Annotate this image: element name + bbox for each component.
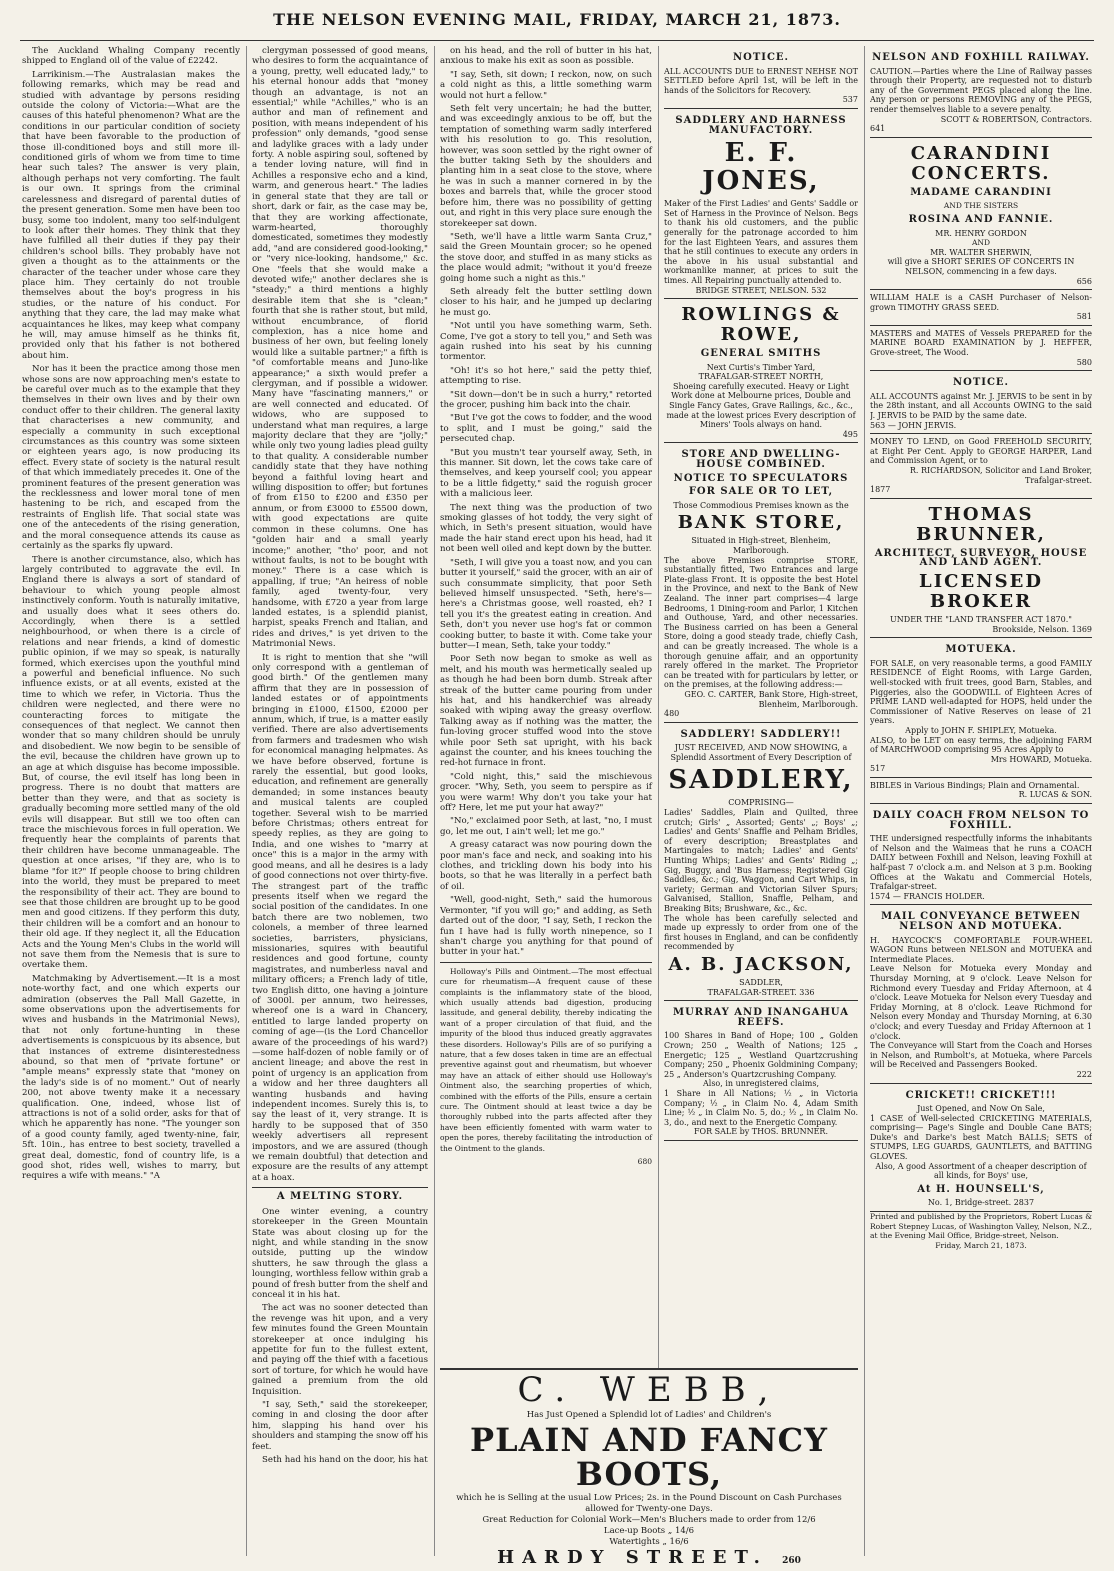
- ad-masters: [870, 326, 1092, 371]
- ad-signature: 1574 — FRANCIS HOLDER.: [870, 891, 985, 901]
- ad-jones: [664, 109, 858, 299]
- story-paragraph: A greasy cataract was now pouring down the poor man's face and neck, and soaking into his clothes, and trickling down his body into his boots, so that he was literally in a perfect bath of oil.: [440, 840, 652, 892]
- ad-title: PLAIN AND FANCY BOOTS,: [470, 1421, 828, 1493]
- story-paragraph: Poor Seth now began to smoke as well as melt, and his mouth was hermetically sealed up as though he had been born dumb. Streak after streak of the butter came pouring from under his hat, and his handkerchief was already soaked with wiping away the greasy overflow. Talking away as if nothing was the matter, the fun-loving grocer stuffed wood into the stove while poor Seth sat upright, with his back against the counter, and his knees touching the red-hot furnace in front.: [440, 654, 652, 769]
- ad-signature: GEO. C. CARTER, Bank Store, High-street, Blenheim, Marlborough.: [684, 689, 858, 709]
- ad-heading: CRICKET!! CRICKET!!!: [905, 1089, 1057, 1101]
- article-matchmaking-cont: clergyman possessed of good means, who desires to form the acquaintance of a young, pretty, well educated lady," to his eternal honour adds that "money though an advantage, is not an essential;" while "Achilles," who is an author and man of refinement and position, with means independent of his profession" only demands, "good sense and ladylike graces with a lady under forty. A noble aspiring soul, softened by a tender loving nature, will find in Achilles a responsive echo and a kind, warm, and generous heart." The ladies in general state that they are tall or short, dark or fair, as the case may be, that they are working affectionate, warm-hearted, thoroughly domesticated, sometimes they modestly add, "and are considered good-looking," or "very nice-looking, handsome," &c. One "feels that she would make a devoted wife;" another declares she is "steady;" a third mentions a highly desirable item that she is "clean;" fourth that she is rather stout, but mild, without encumbrance, of florid complexion, has a nice home and business of her own, but feeling lonely would like a suitable partner;" a fifth is "of comfortable means and Juno-like appearance;" a sixth would prefer a clergyman, and if possible a widower. Many have "fascinating manners," or are well connected and educated. Of widows, who are supposed to understand what man requires, a large majority declare that they are "jolly;" while only two young ladies plead guilty to that quality. A considerable number candidly state that they have nothing beyond a faithful loving heart and willing disposition to offer; but fortunes of from £150 to £200 and £350 per annum, or from £3000 to £5500 down, with good expectations are quite common in these columns. One has "golden hair and a small yearly income;" another, "tho' poor, and not without faults, is not to be bought with money." There is a case which is appalling, if true; "An heiress of noble family, aged twenty-four, very handsome, with £720 a year from large landed estates, is a splendid pianist, harpist, speaks French and Italian, and rides and drives," is yet driven to the Matrimonial News.: [252, 46, 428, 650]
- ad-number: 1877: [870, 485, 891, 495]
- ad-body: MASTERS and MATES of Vessels PREPARED for the MARINE BOARD EXAMINATION by J. HEFFER, Grove-street, The Wood.: [870, 328, 1092, 358]
- story-paragraph: Seth had his hand on the door, his hat: [262, 1455, 428, 1466]
- ad-heading: NELSON AND FOXHILL RAILWAY.: [872, 52, 1090, 63]
- ad-subtitle: FOR SALE OR TO LET,: [688, 486, 834, 498]
- ad-body: AND: [972, 238, 990, 248]
- ad-title: C. WEBB,: [517, 1370, 781, 1410]
- story-paragraph: One winter evening, a country storekeeper in the Green Mountain State was about closing up for the night, and while standing in the snow outside, putting up the window shutters, he saw through the glass a lounging, worthless fellow within grab a pound of fresh butter from the shelf and conceal it in his hat.: [252, 1206, 428, 1300]
- ad-number: 680: [637, 1157, 652, 1167]
- ad-list: 100 Shares in Band of Hope; 100 „ Golden Crown; 250 „ Wealth of Nations; 125 „ Energetic; 125 „ Westland Quartzcrushing Company; 250 „ Phoenix Goldmining Company; 25 „ Anderson's Quartzcrushing Company.: [664, 1031, 858, 1079]
- article-matchmaking-cont-2: It is right to mention that she "will only correspond with a gentleman of good birth." Of the gentlemen many affirm that they are in possession of landed estates or of appointments bringing in £1000, £1500, £2000 per annum, which, if true, is a matter easily verified. There are also advertisements from farmers and tradesmen who wish for economical managing helpmates. As we have before observed, fortune is rarely the essential, but good looks, education, and refinement are generally demanded; in some instances beauty and musical talents are coupled together. Several wish to be married before Christmas; others entreat for speedy replies, as they are going to India, and one wishes to "marry at once" this is a major in the army with good means, and all he desires is a lady of good connections not over thirty-five. The strangest part of the traffic presents itself when we regard the social position of the candidates. In one batch there are two noblemen, two colonels, a member of three learned societies, barristers, physicians, missionaries, squires with beautiful residences and good fortune, county magistrates, and numberless naval and military officers; a French lady of title, two English ditto, one having a jointure of 3000l. per annum, two heiresses, whereof one is a ward in Chancery, entitled to large landed property on coming of age—(is the Lord Chancellor aware of the proceedings of his ward?)—some half-dozen of noble family or of ancient lineage; and above the rest in point of urgency is an application from a widow and her three daughters all wanting husbands and having independent incomes. Surely this is, to say the least of it, very strange. It is hardly to be supposed that of 350 weekly advertisers all represent impostors, and we are assured (though we remain doubtful) that detection and exposure are the results of any attempt at a hoax.: [252, 652, 428, 1183]
- ad-body: MR. WALTER SHERWIN,: [930, 247, 1032, 257]
- ad-murray-reefs: [664, 1001, 858, 1141]
- ad-body: Maker of the First Ladies' and Gents' Saddle or Set of Harness in the Province of Nelson. Begs to thank his old customers, and the public generally for the patronage accorded to him for the last Eighteen Years, and assures them that he still continues to execute any orders in the above in his usual substantial and workmanlike manner, at prices to suit the times. All Repairing punctually attended to.: [664, 199, 858, 285]
- ad-body: 1 CASE of Well-selected CRICKETING MATERIALS, comprising— Page's Single and Double Cane BATS; Duke's and Darke's best Match BALLS; SETS of STUMPS, LEG GUARDS, GAUNTLETS, and BATTING GLOVES.: [870, 1113, 1092, 1162]
- ad-concerts: [870, 138, 1092, 290]
- ad-body: Also, in unregistered claims,: [702, 1079, 820, 1089]
- column-4: [664, 46, 865, 1556]
- ad-body: Has Just Opened a Splendid lot of Ladies' and Children's: [526, 1410, 772, 1420]
- story-paragraph: "Oh! it's so hot here," said the petty thief, attempting to rise.: [440, 365, 652, 387]
- ad-body: The Conveyance will Start from the Coach and Horses in Nelson, and Rumbolt's, at Motueka, where Parcels will be Received and Passengers Booked.: [870, 1041, 1092, 1070]
- ad-heading: MAIL CONVEYANCE BETWEEN NELSON AND MOTUEKA.: [881, 911, 1081, 932]
- ad-number: 537: [842, 95, 858, 105]
- ad-signature: R. RICHARDSON, Solicitor and Land Broker, Trafalgar-street.: [909, 466, 1092, 485]
- story-title: A MELTING STORY.: [276, 1191, 404, 1203]
- divider: [252, 1187, 428, 1188]
- ad-body: WILLIAM HALE is a CASH Purchaser of Nelson-grown TIMOTHY GRASS SEED.: [870, 293, 1092, 312]
- notice-jervis: [870, 371, 1092, 434]
- ad-mail: [870, 905, 1092, 1083]
- ad-heading: STORE AND DWELLING-HOUSE COMBINED.: [681, 449, 841, 471]
- ad-title: E. F. JONES,: [702, 138, 820, 197]
- story-paragraph: Seth already felt the butter settling down closer to his hair, and he jumped up declaring he must go.: [440, 286, 652, 318]
- holloway-ad: Holloway's Pills and Ointment.—The most effectual cure for rheumatism—A frequent cause of these complaints is the inflammatory state of the blood, which usually attends bad digestion, producing lassitude, and general debility, thereby indicating the want of a proper circulation of that fluid, and the impurity of the blood thus induced greatly aggravates these disorders. Holloway's Pills are of so purifying a nature, that a few doses taken in time are an effectual preventive against gout and rheumatism, but whoever may have an attack of either should use Holloway's Ointment also, the searching properties of which, combined with the efforts of the Pills, ensure a certain cure. The Ointment should at least twice a day be thoroughly rubbed into the parts affected after they have been efficiently fomented with warm water to open the pores, thereby facilitating the introduction of the Ointment to the glands.: [440, 966, 652, 1153]
- imprint: [870, 1212, 1092, 1250]
- imprint-date: Friday, March 21, 1873.: [935, 1240, 1027, 1250]
- article-larrikinism-cont: Nor has it been the practice among those men whose sons are now approaching men's estate to be careful over much as to the example that they themselves in their own lives and by their own conduct offer to their children. The general laxity that characterises a new community, and especially a community in such exceptional circumstances as this country was some sixteen or eighteen years ago, is now producing its effect. Every state of society is the natural result of that which immediately precedes it. One of the prominent features of the present generation was the recklessness and lower moral tone of men hastening to be rich, and escaped from the restraints of English life. That social state was one of the antecedents of the rising generation, and the moral consequence attends its cause as certainly as the sparks fly upward.: [22, 364, 240, 552]
- ad-number: 656: [1076, 276, 1092, 286]
- ad-body: Next Curtis's Timber Yard,: [706, 362, 816, 372]
- ad-number: 641: [870, 124, 886, 134]
- ad-body: TRAFALGAR-STREET NORTH,: [698, 372, 824, 382]
- ad-signature: 563 — JOHN JERVIS.: [870, 420, 957, 430]
- column-2: [252, 46, 435, 1556]
- ad-address: No. 1, Bridge-street. 2837: [927, 1198, 1035, 1208]
- ad-number: 580: [1076, 357, 1092, 367]
- ad-list: 1 Share in All Nations; ½ „ in Victoria Company; ½ „ in Claim No. 4, Adam Smith Line; ½ „ in Claim No. 5, do.; ½ „ in Claim No. 3, do., and next to the Energetic Company.: [664, 1088, 858, 1127]
- ad-body: H. HAYCOCK'S COMFORTABLE FOUR-WHEEL WAGON Runs between NELSON and MOTUEKA and Intermediate Places.: [870, 935, 1092, 964]
- masthead: THE NELSON EVENING MAIL, FRIDAY, MARCH 21, 1873.: [20, 10, 1094, 41]
- ad-subtitle: NOTICE TO SPECULATORS: [673, 472, 849, 484]
- ad-number: 517: [870, 764, 886, 774]
- ad-body: CAUTION.—Parties where the Line of Railway passes through their Property, are requested not to disturb any of the Government PEGS placed along the line. Any person or persons REMOVING any of the PEGS, render themselves liable to a severe penalty.: [870, 66, 1092, 114]
- ad-address: HARDY STREET. 260: [497, 1547, 801, 1568]
- column-5: [870, 46, 1092, 1556]
- ad-subtitle: ARCHITECT, SURVEYOR, HOUSE AND LAND AGENT.: [874, 547, 1088, 569]
- ad-subtitle: GENERAL SMITHS: [700, 348, 822, 360]
- ad-brunner: [870, 499, 1092, 638]
- ad-title: ROWLINGS & ROWE,: [681, 304, 841, 346]
- ad-body: Also, A good Assortment of a cheaper description of all kinds, for Boys' use,: [875, 1161, 1087, 1181]
- ad-number: 581: [1076, 312, 1092, 322]
- ad-body: AND THE SISTERS: [943, 201, 1019, 211]
- column-3: [440, 46, 659, 1556]
- ad-hale: [870, 290, 1092, 326]
- ad-body: Shoeing carefully executed. Heavy or Light Work done at Melbourne prices, Double and Single Fancy Gates, Grave Railings, &c., &c., made at the lowest prices Every description of Miners' Tools always on hand.: [666, 381, 856, 430]
- story-paragraph: "I say, Seth, sit down; I reckon, now, on such a cold night as this, a little something warm would not hurt a fellow.": [440, 69, 652, 101]
- ad-coach: [870, 804, 1092, 905]
- ad-body: which he is Selling at the usual Low Prices; 2s. in the Pound Discount on Cash Purchases allowed for Twenty-one Days.: [456, 1493, 842, 1514]
- ad-signature: SCOTT & ROBERTSON, Contractors.: [940, 114, 1092, 124]
- ad-title: SADDLERY,: [668, 765, 854, 796]
- ad-number: 480: [664, 709, 680, 719]
- ad-signature: Mrs HOWARD, Motueka.: [990, 754, 1092, 764]
- ad-body: will give a SHORT SERIES OF CONCERTS IN NELSON, commencing in a few days.: [887, 257, 1075, 276]
- story-paragraph: "Cold night, this," said the mischievous grocer. "Why, Seth, you seem to perspire as if you were warm! Why don't you take your hat off? Here, let me put your hat away?": [440, 771, 652, 814]
- ad-body: Watertights „ 16/6: [609, 1537, 689, 1547]
- ad-body: Those Commodious Premises known as the: [673, 500, 849, 510]
- story-paragraph: The act was no sooner detected than the revenge was hit upon, and a very few minutes found the Green Mountain storekeeper at once indulging his appetite for fun to the fullest extent, and paying off the thief with a facetious sort of torture, for which he would have gained a premium from the old Inquisition.: [252, 1303, 428, 1397]
- ad-saddlery: [664, 723, 858, 1001]
- ad-cricket: [870, 1084, 1092, 1213]
- story-paragraph: "No," exclaimed poor Seth, at last, "no, I must go, let me out, I ain't well; let me go.": [440, 816, 652, 837]
- ad-heading: DAILY COACH FROM NELSON TO FOXHILL.: [872, 810, 1090, 831]
- ad-address: TRAFALGAR-STREET. 336: [707, 987, 815, 997]
- ad-webb-boots: [440, 1368, 858, 1568]
- ad-body: ALSO, to be LET on easy terms, the adjoining FARM of MARCHWOOD comprising 95 Acres Apply to: [870, 735, 1092, 755]
- ad-body: The above Premises comprise STORE, substantially fitted, Two Entrances and large Plate-glass Front. It is opposite the best Hotel in the Province, and next to the Bank of New Zealand. The inner part comprises—4 large Bedrooms, 1 Dining-room and Parlor, 1 Kitchen and Outhouse, Yard, and other necessaries. The Business carried on has been a General Store, doing a good steady trade, chiefly Cash, and can be greatly increased. The whole is a thorough genuine affair, and an opportunity rarely offered in the market. The Proprietor can be treated with for particulars by letter, or on the premises, at the following address:—: [664, 555, 858, 690]
- ad-bibles: [870, 778, 1092, 804]
- notice-nehse: [664, 46, 858, 109]
- ad-body: ALL ACCOUNTS DUE to ERNEST NEHSE NOT SETTLED before April 1st, will be left in the hands of the Solicitors for Recovery.: [664, 66, 858, 95]
- ad-list: Leave Nelson for Motueka every Monday and Thursday Morning, at 9 o'clock. Leave Nelson for Richmond every Tuesday and Friday Afternoon, at 4 o'clock. Leave Motueka for Nelson every Tuesday and Friday Morning, at 8 o'clock. Leave Richmond for Nelson every Monday and Thursday Morning, at 6.30 o'clock; and every Tuesday and Friday Afternoon at 1 o'clock.: [870, 964, 1092, 1041]
- ad-body: Great Reduction for Colonial Work—Men's Bluchers made to order from 12/6: [482, 1515, 816, 1525]
- column-1: [22, 46, 247, 1556]
- story-paragraph: "Well, good-night, Seth," said the humorous Vermonter, "if you will go;" and adding, as Seth darted out of the door, "I say, Seth, I reckon the fun I have had is fully worth ninepence, so I shan't charge you anything for that pound of butter in your hat.": [440, 895, 652, 958]
- story-paragraph: "Seth, I will give you a toast now, and you can butter it yourself," said the grocer, with an air of such consummate simplicity, that poor Seth believed himself unsuspected. "Seth, here's—here's a Christmas goose, well roasted, eh? I tell you it's the greatest eating in creation. And Seth, don't you never use hog's fat or common cooking butter, to baste it with. Come take your butter—I mean, Seth, take your toddy.": [440, 557, 652, 651]
- ad-number: 222: [1076, 1069, 1092, 1079]
- ad-heading: MURRAY AND INANGAHUA REEFS.: [673, 1007, 849, 1028]
- ad-signature: FOR SALE by THOS. BRUNNER.: [693, 1127, 828, 1137]
- divider: [440, 962, 652, 963]
- story-paragraph: "Sit down—don't be in such a hurry," retorted the grocer, pushing him back into the chair.: [440, 389, 652, 410]
- story-paragraph: "Seth, we'll have a little warm Santa Cruz," said the Green Mountain grocer; so he opened the stove door, and stuffed in as many sticks as the place would admit; "without it you'd freeze going home such a night as this.": [440, 231, 652, 284]
- ad-subtitle: ROSINA AND FANNIE.: [908, 213, 1054, 225]
- story-paragraph: "I say, Seth," said the storekeeper, coming in and closing the door after him, slapping his hand over his shoulders and stamping the snow off his feet.: [252, 1400, 428, 1452]
- ad-heading: SADDLERY! SADDLERY!!: [680, 728, 842, 740]
- imprint-text: Printed and published by the Proprietors, Robert Lucas & Robert Stepney Lucas, of Washington Valley, Nelson, N.Z., at the Evening Mail Office, Bridge-street, Nelson.: [870, 1212, 1092, 1241]
- article-larrikinism-cont-2: There is another circumstance, also, which has largely contributed to aggravate the evil. In England there is always a sort of standard of behaviour to which young people almost instinctively conform. Youth is naturally imitative, and usually does what it sees others do. Accordingly, when there is a settled neighbourhood, or when there is a circle of relations and near friends, a kind of domestic public opinion, if we may so speak, is naturally formed, which exercises upon the youthful mind a powerful and beneficial influence. No such influence exists, or at all events, existed at the time to which we refer, in Victoria. Thus the children were neglected, and there were no counteracting forces to mitigate the consequences of that neglect. We cannot then wonder that so many children should be unruly and disobedient. We now begin to be sensible of the evil, because the children have grown up to an age at which disguise has become impossible. But, of course, the evil itself has long been in progress. There is no doubt that matters are better than they were, and that as society is gradually becoming more settled many of the old evils will disappear. But still we too often can trace the mischievous forces in full operation. We frequently hear the complaints of parents that their children have become unmanageable. The question at once arises, "if they are, who is to blame "for it?" If people choose to bring children into the world, they must be prepared to meet the responsibility of their act. They are bound to see that those children are brought up to be good men and good citizens. If they perform this duty, their children will be a comfort and an honour to their old age. If they neglect it, all the Education Acts and the Young Men's Clubs in the world will not save them from the Nemesis that is sure to overtake them.: [22, 554, 240, 971]
- ad-rowlings-rowe: [664, 299, 858, 443]
- ad-bank-store: [664, 443, 858, 722]
- ad-subtitle: Just Opened, and Now On Sale,: [917, 1104, 1045, 1114]
- ad-body: UNDER THE "LAND TRANSFER ACT 1870.": [890, 614, 1072, 624]
- ad-address: Brookside, Nelson. 1369: [992, 624, 1092, 634]
- ad-signature: At H. HOUNSELL'S,: [917, 1183, 1045, 1195]
- ad-body: BIBLES in Various Bindings; Plain and Ornamental.: [870, 780, 1080, 790]
- article-whaling: The Auckland Whaling Company recently shipped to England oil of the value of £2242.: [22, 46, 240, 67]
- story-paragraph: Seth felt very uncertain; he had the butter, and was exceedingly anxious to be off, but the temptation of something warm sadly interfered with his resolution to go. This resolution, however, was soon settled by the right owner of the butter taking Seth by the shoulders and planting him in a seat close to the stove, where he was in such a manner cornered in by the boxes and barrels that, while the grocer stood before him, there was no possibility of getting out, and right in this very place sure enough the storekeeper sat down.: [440, 104, 652, 229]
- ad-heading: NOTICE.: [732, 52, 790, 63]
- ad-body: Situated in High-street, Blenheim, Marlborough.: [691, 536, 831, 555]
- ad-title: THOMAS BRUNNER,: [916, 503, 1046, 545]
- ad-motueka: [870, 638, 1092, 778]
- ad-body: JUST RECEIVED, AND NOW SHOWING, a Splendid Assortment of Every Description of: [670, 743, 852, 762]
- ad-body: FOR SALE, on very reasonable terms, a good FAMILY RESIDENCE of Eight Rooms, with Large Garden, well-stocked with fruit trees, good Barn, Stables, and Piggeries, also the GOODWILL of Eighteen Acres of PRIME LAND well-adapted for HOPS, held under the Commissioner of Native Reserves on lease of 21 years.: [870, 658, 1092, 726]
- ad-body: SADDLER,: [739, 977, 783, 987]
- ad-heading: SADDLERY AND HARNESS MANUFACTORY.: [675, 114, 847, 136]
- ad-signature: R. LUCAS & SON.: [1018, 790, 1092, 800]
- ad-title: LICENSED BROKER: [919, 570, 1043, 612]
- ad-signature: Apply to JOHN F. SHIPLEY, Motueka.: [905, 725, 1057, 735]
- ad-title: CARANDINI CONCERTS.: [910, 142, 1052, 184]
- story-paragraph: "Not until you have something warm, Seth. Come, I've got a story to tell you," and Seth was again rushed into his seat by his cunning tormentor.: [440, 321, 652, 363]
- ad-railway: [870, 46, 1092, 138]
- ad-body: ALL ACCOUNTS against Mr. J. JERVIS to be sent in by the 28th instant, and all Accounts OWING to the said J. JERVIS to be PAID by the same date.: [870, 391, 1092, 421]
- ad-body: COMPRISING—: [728, 798, 794, 808]
- ad-body: The whole has been carefully selected and made up expressly to order from one of the first houses in England, and can be confidently recommended by: [664, 913, 858, 952]
- ad-heading: NOTICE.: [952, 377, 1010, 389]
- ad-body: MONEY TO LEND, on Good FREEHOLD SECURITY, at Eight Per Cent. Apply to GEORGE HARPER, Land and Commission Agent, or to: [870, 437, 1092, 466]
- story-paragraph: on his head, and the roll of butter in his hat, anxious to make his exit as soon as possible.: [440, 46, 652, 67]
- ad-heading: MOTUEKA.: [945, 644, 1017, 656]
- ad-body: MR. HENRY GORDON: [935, 228, 1027, 238]
- ad-list: Ladies' Saddles, Plain and Quilted, three crutch; Girls' „ Assorted; Gents' „; Boys' „; Ladies' and Gents' Snaffle and Pelham Bridles, of every description; Breastplates and Martingales to match; Ladies' and Gents' Hunting Whips; Ladies' and Gents' Riding „; Gig, Buggy, and 'Bus Harness; Registered Gig Saddles, &c.; Gig, Waggon, and Cart Whips, in variety; German and Victorian Silver Spurs; Galvanised, Stallion, Snaffle, Pelham, and Breaking Bits; Brushware, &c., &c.: [664, 808, 858, 913]
- ad-address: BRIDGE STREET, NELSON. 532: [695, 285, 827, 295]
- ad-title: BANK STORE,: [677, 512, 845, 534]
- article-matchmaking: Matchmaking by Advertisement.—It is a most note-worthy fact, and one which experts our admiration (observes the Pall Mall Gazette, in some observations upon the advertisements for wives and husbands in the Matrimonial News), that not only fortune-hunting in these advertisements is conspicuous by its absence, but that instances of extreme disinterestedness abound, so that men of "private fortune" or "ample means" expressly state that "money on the lady's side is of no moment." Out of nearly 200, not above twenty make it a necessary qualification. One, indeed, whose list of attractions is not of a solid order, asks for that of which he apparently has none. "The younger son of a good county family, aged twenty-nine, fair, 5ft. 10in., has entree to best society, travelled a great deal, domestic, fond of country life, is a good shot, rides well, wishes to marry, but requires a wife with means." "A: [22, 973, 240, 1182]
- ad-title: A. B. JACKSON,: [668, 953, 854, 975]
- article-larrikinism: Larrikinism.—The Australasian makes the following remarks, which may be read and studied with advantage by persons residing outside the colony of Victoria:—What are the causes of this hateful phenomenon? What are the conditions in our particular condition of society that have been favorable to the production of those ill-conditioned boys and still more ill-conditioned girls of whom we from time to time hear such tales? The answer is very plain, although perhaps not very comforting. The fault is our own. It springs from the criminal carelessness and disregard of parental duties of the present generation. Some men have been too busy, some too indolent, many too self-indulgent to look after their homes. They think that they have fulfilled all their duties if they pay their children's school bills. They probably have not given a thought as to the attainments or the character of the teacher under whose care they place him. They certainly do not trouble themselves about the boy's progress in his studies, or the nature of his conduct. For anything that they care, the lad may make what acquaintances he likes, may keep what company he will, may amuse himself as he thinks fit, provided only that his father is not bothered about him.: [22, 69, 240, 361]
- story-paragraph: The next thing was the production of two smoking glasses of hot toddy, the very sight of which, in Seth's present situation, would have made the hair stand erect upon his head, had it not been well oiled and kept down by the butter.: [440, 502, 652, 555]
- ad-subtitle: MADAME CARANDINI: [910, 186, 1052, 198]
- ad-body: THE undersigned respectfully informs the inhabitants of Nelson and the Waimeas that he runs a COACH DAILY between Foxhill and Nelson, leaving Foxhill at half-past 7 o'clock a.m. and Nelson at 3 p.m. Booking Offices at the Wakatu and Commercial Hotels, Trafalgar-street.: [870, 834, 1092, 892]
- ad-money: [870, 434, 1092, 499]
- ad-body: Lace-up Boots „ 14/6: [603, 1526, 695, 1536]
- ad-number: 495: [842, 429, 858, 439]
- story-paragraph: "But I've got the cows to fodder, and the wood to split, and I must be going," said the persecuted chap.: [440, 413, 652, 445]
- story-paragraph: "But you mustn't tear yourself away, Seth, in this manner. Sit down, let the cows take care of themselves, and keep yourself cool; you appear to be a little fidgetty," said the roguish grocer with a malicious leer.: [440, 447, 652, 500]
